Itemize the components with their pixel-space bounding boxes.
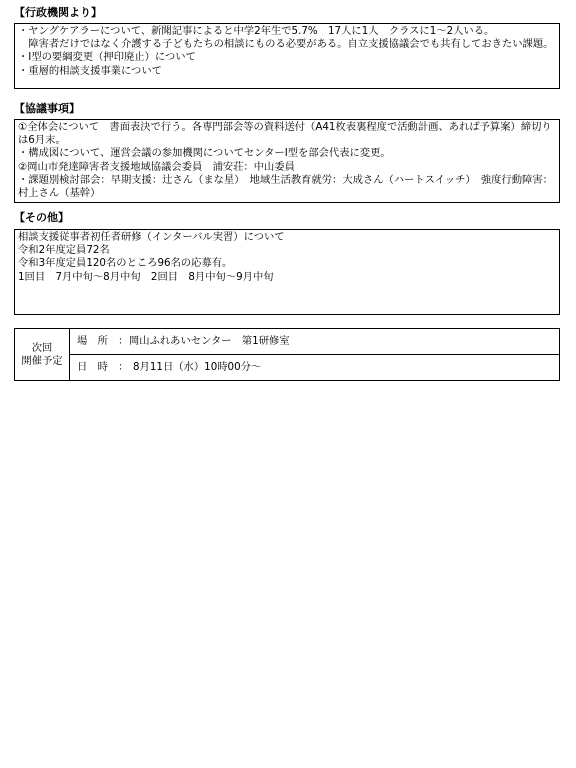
next-meeting-label bbox=[15, 329, 70, 380]
place-row bbox=[70, 329, 559, 354]
discussion-line: ・課題別検討部会：早期支援：辻さん（まな星） 地域生活教育就労：大成さん（ハートスイッチ） 強度行動障害：村上さん（基幹） bbox=[18, 173, 553, 200]
discussion-line: ①全体会について 書面表決で行う。各専門部会等の資料送付（A41枚表裏程度で活動計画、あれば予算案）締切りは6月末。 bbox=[18, 121, 552, 147]
next-meeting-details bbox=[70, 329, 559, 380]
other-line: 令和2年度定員72名 bbox=[18, 244, 110, 257]
next-meeting-label-line: 開催予定 bbox=[21, 354, 63, 367]
place-value: 岡山ふれあいセンター 第1研修室 bbox=[129, 335, 290, 347]
administrative-line: ・ヤングケアラーについて、新聞記事によると中学2年生で5.7% 17人に1人 クラスに1～2人いる。 bbox=[18, 25, 495, 37]
administrative-line: 障害者だけではなく介護する子どもたちの相談にものる必要がある。自立支援協議会でも共有しておきたい課題。 bbox=[18, 38, 554, 51]
administrative-box bbox=[14, 23, 560, 89]
datetime-label: 日 時 ： bbox=[77, 361, 129, 373]
discussion-line: ・構成図について、運営会議の参加機関についてセンターⅠ型を部会代表に変更。 bbox=[18, 147, 391, 160]
discussion-line: ②岡山市発達障害者支援地域協議会委員 浦安荘：中山委員 bbox=[18, 160, 295, 173]
datetime-row bbox=[70, 354, 559, 380]
other-line: 令和3年度定員120名のところ96名の応募有。 bbox=[18, 257, 233, 270]
administrative-line: ・Ⅰ型の要綱変更（押印廃止）について bbox=[18, 51, 196, 64]
other-line: 相談支援従事者初任者研修（インターバル実習）について bbox=[18, 231, 285, 243]
discussion-box bbox=[14, 119, 560, 203]
next-meeting-label-line: 次回 bbox=[31, 341, 53, 354]
administrative-line: ・重層的相談支援事業について bbox=[18, 64, 162, 77]
other-box bbox=[14, 229, 560, 315]
datetime-value: 8月11日（水）10時00分～ bbox=[133, 361, 262, 373]
other-line: 1回目 7月中旬～8月中旬 2回目 8月中旬～9月中旬 bbox=[18, 270, 274, 283]
next-meeting-table bbox=[14, 328, 560, 381]
section-heading-discussion: 【協議事項】 bbox=[14, 102, 80, 115]
section-heading-administrative: 【行政機関より】 bbox=[14, 6, 102, 19]
place-label: 場 所 ： bbox=[77, 335, 129, 347]
section-heading-other: 【その他】 bbox=[14, 211, 69, 224]
